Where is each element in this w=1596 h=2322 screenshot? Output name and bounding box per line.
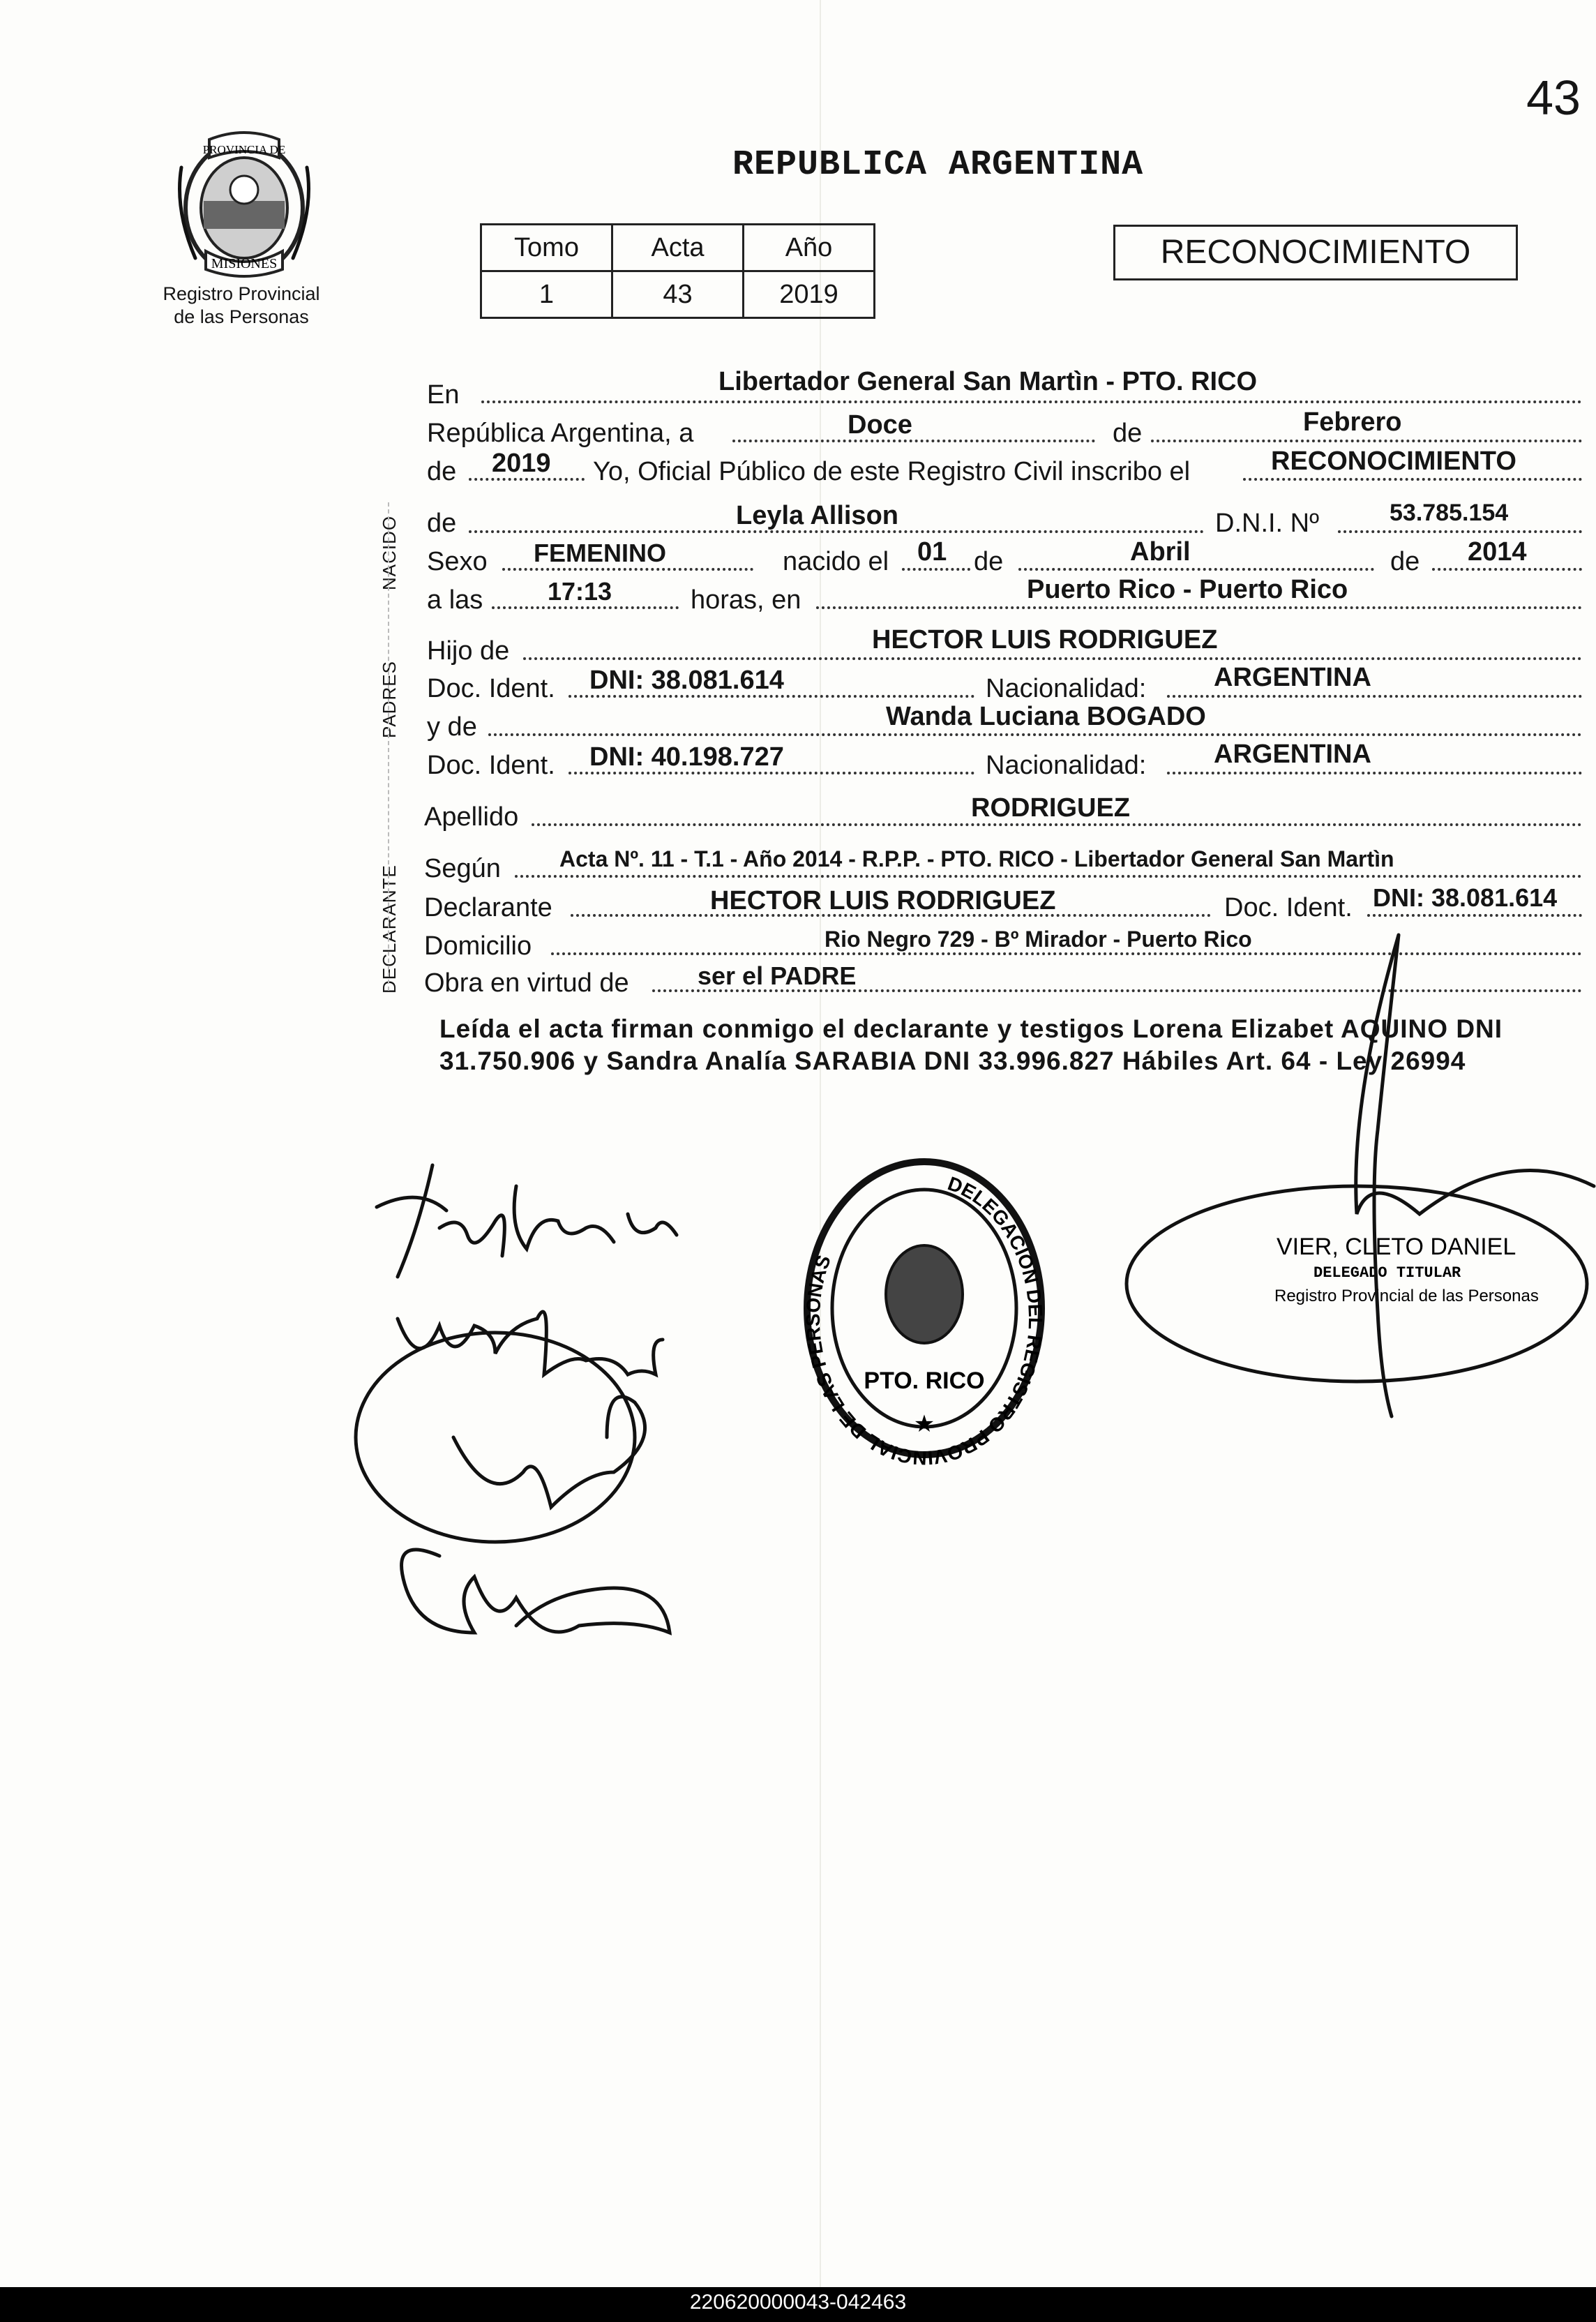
label-de-nombre: de: [427, 509, 457, 538]
label-a-las: a las: [427, 585, 483, 615]
value-dni-madre: DNI: 40.198.727: [589, 742, 784, 772]
dotted-line: [502, 568, 753, 571]
value-hora: 17:13: [548, 577, 612, 606]
label-oficial: Yo, Oficial Público de este Registro Civil inscribo el: [593, 457, 1191, 486]
dotted-line: [1243, 478, 1582, 481]
value-mes: Febrero: [1303, 407, 1402, 437]
dotted-line: [492, 606, 679, 609]
label-de-anio-nac: de: [1390, 547, 1420, 576]
value-mes-nacimiento: Abril: [1130, 537, 1191, 567]
dotted-line: [488, 733, 1582, 736]
label-apellido: Apellido: [424, 802, 519, 832]
signatures-declarante-testigos: [335, 1144, 725, 1675]
side-label-nacido: NACIDO: [379, 515, 400, 590]
label-republica: República Argentina, a: [427, 419, 694, 448]
value-padre: HECTOR LUIS RODRIGUEZ: [872, 625, 1218, 654]
registry-line1: Registro Provincial: [163, 283, 320, 304]
label-segun: Según: [424, 854, 501, 883]
registry-round-stamp: [795, 1144, 1053, 1472]
label-hijo-de: Hijo de: [427, 636, 510, 666]
value-lugar-nacimiento: Puerto Rico - Puerto Rico: [1027, 575, 1348, 604]
registry-line2: de las Personas: [174, 306, 309, 327]
round-stamp-outer-text: DELEGACION DEL REGISTRO PROVINCIAL DE LAS PERSONAS: [801, 1172, 1047, 1469]
side-divider: [388, 502, 389, 991]
page-title: REPUBLICA ARGENTINA: [732, 145, 1144, 185]
value-madre: Wanda Luciana BOGADO: [886, 702, 1206, 731]
round-stamp-inner-text: PTO. RICO: [864, 1368, 985, 1394]
dotted-line: [1432, 568, 1582, 571]
value-apellido: RODRIGUEZ: [971, 793, 1130, 823]
value-lugar-inscripcion: Libertador General San Martìn - PTO. RICO: [718, 367, 1258, 396]
registry-caption: [137, 283, 346, 329]
label-domicilio: Domicilio: [424, 931, 532, 961]
dotted-line: [902, 568, 970, 571]
value-dni-padre: DNI: 38.081.614: [589, 666, 784, 695]
acta-table: [480, 223, 875, 319]
label-de-anio: de: [427, 457, 457, 486]
value-nombre-nacido: Leyla Allison: [736, 501, 898, 530]
seal-bottom-text: MISIONES: [211, 256, 278, 271]
acta-header-anio: Año: [744, 225, 875, 271]
label-nacionalidad-padre: Nacionalidad:: [986, 674, 1147, 703]
value-dia: Doce: [848, 410, 912, 440]
value-dni-nacido: 53.785.154: [1390, 500, 1509, 526]
label-nacido-el: nacido el: [783, 547, 889, 576]
round-stamp-star-icon: ★: [913, 1411, 935, 1437]
label-sexo: Sexo: [427, 547, 488, 576]
dotted-line: [1167, 695, 1582, 698]
label-de-mes: de: [974, 547, 1004, 576]
paper-fold: [820, 0, 821, 2287]
label-doc-ident-declarante: Doc. Ident.: [1224, 893, 1353, 922]
value-dni-declarante: DNI: 38.081.614: [1373, 883, 1558, 912]
dotted-line: [515, 875, 1582, 878]
value-sexo: FEMENINO: [534, 539, 667, 567]
label-nacionalidad-madre: Nacionalidad:: [986, 751, 1147, 780]
value-obra-en-virtud: ser el PADRE: [698, 961, 857, 990]
acta-value-anio: 2019: [744, 271, 875, 318]
dotted-line: [1151, 440, 1582, 442]
value-nacionalidad-madre: ARGENTINA: [1214, 740, 1371, 769]
label-de: de: [1113, 419, 1143, 448]
delegate-oval-stamp: [1120, 921, 1596, 1451]
document-type-box: RECONOCIMIENTO: [1113, 225, 1518, 280]
oval-stamp-role: DELEGADO TITULAR: [1313, 1264, 1461, 1282]
value-dia-nacimiento: 01: [917, 537, 947, 567]
footer-code: 220620000043-042463: [689, 2291, 907, 2314]
value-declarante: HECTOR LUIS RODRIGUEZ: [710, 886, 1056, 915]
acta-header-tomo: Tomo: [481, 225, 612, 271]
label-doc-ident-padre: Doc. Ident.: [427, 674, 555, 703]
acta-header-acta: Acta: [612, 225, 744, 271]
label-doc-ident-madre: Doc. Ident.: [427, 751, 555, 780]
page-number: 43: [1526, 70, 1581, 125]
value-anio-nacimiento: 2014: [1468, 537, 1527, 567]
oval-stamp-org: Registro Provincial de las Personas: [1274, 1287, 1539, 1305]
dotted-line: [732, 440, 1095, 442]
label-declarante: Declarante: [424, 893, 552, 922]
acta-value-tomo: 1: [481, 271, 612, 318]
value-domicilio: Rio Negro 729 - Bº Mirador - Puerto Rico: [825, 927, 1252, 952]
dotted-line: [1167, 772, 1582, 774]
dotted-line: [481, 400, 1582, 403]
acta-table-header-row: [481, 225, 875, 271]
side-label-padres: PADRES: [379, 661, 400, 738]
label-obra-en-virtud: Obra en virtud de: [424, 968, 629, 998]
dotted-line: [1018, 568, 1374, 571]
label-y-de: y de: [427, 712, 477, 742]
dotted-line: [816, 606, 1582, 609]
oval-stamp-name: VIER, CLETO DANIEL: [1277, 1234, 1516, 1260]
acta-table-value-row: [481, 271, 875, 318]
value-tipo-inscripcion: RECONOCIMIENTO: [1271, 447, 1516, 476]
label-en: En: [427, 380, 460, 410]
dotted-line: [532, 823, 1582, 826]
value-segun: Acta Nº. 11 - T.1 - Año 2014 - R.P.P. - PTO. RICO - Libertador General San Martìn: [559, 846, 1394, 871]
side-label-declarante: DECLARANTE: [379, 864, 400, 994]
dotted-line: [1367, 914, 1582, 917]
dotted-line: [523, 657, 1582, 660]
label-horas-en: horas, en: [691, 585, 801, 615]
closing-paragraph: Leída el acta firman conmigo el declarante y testigos Lorena Elizabet AQUINO DNI 31.750.906 y Sandra Analía SARABIA DNI 33.996.827 Hábiles Art. 64 - Ley 26994: [439, 1014, 1503, 1075]
provincial-seal-icon: [167, 126, 321, 286]
seal-top-text: PROVINCIA DE: [202, 143, 286, 156]
label-dni: D.N.I. Nº: [1215, 509, 1319, 538]
dotted-line: [1338, 530, 1582, 533]
value-nacionalidad-padre: ARGENTINA: [1214, 663, 1371, 692]
acta-value-acta: 43: [612, 271, 744, 318]
value-anio: 2019: [492, 449, 551, 478]
